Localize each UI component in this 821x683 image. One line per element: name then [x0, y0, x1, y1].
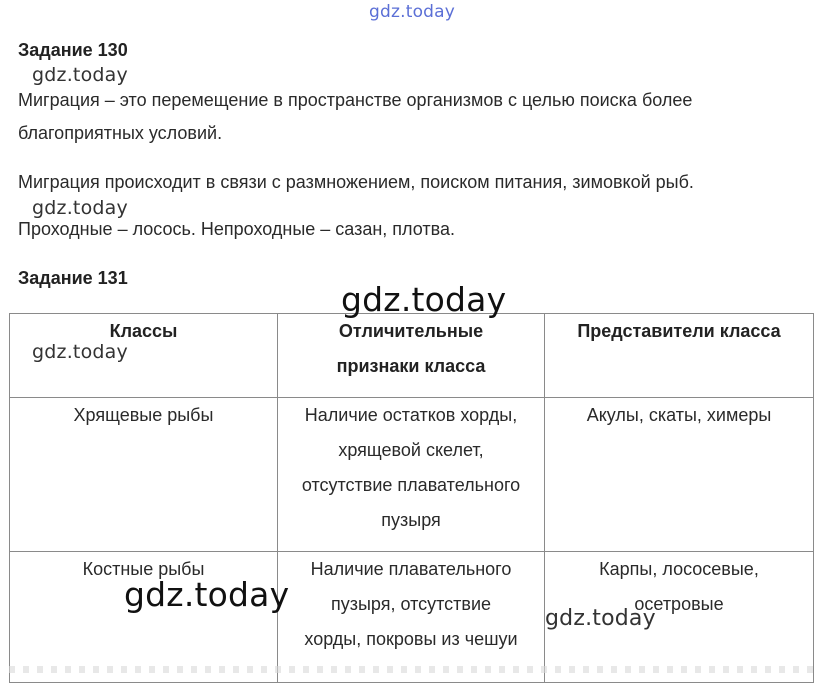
task-130-line-1: Миграция – это перемещение в пространстве организмов с целью поиска более: [18, 90, 693, 110]
cell-members-line: осетровые: [634, 594, 724, 614]
table-row: [10, 552, 814, 683]
header-classes-text: Классы: [109, 321, 178, 341]
cell-features: [278, 552, 545, 683]
table-header-row: [10, 314, 814, 398]
watermark: gdz.today: [341, 280, 507, 319]
watermark: gdz.today: [32, 64, 128, 86]
header-members: [545, 314, 814, 398]
cell-features-line: пузыря: [381, 510, 441, 530]
cell-class: [10, 398, 278, 552]
fish-classes-table: [9, 313, 814, 683]
task-130-heading: Задание 130: [18, 40, 128, 60]
cell-features: [278, 398, 545, 552]
watermark: gdz.today: [545, 606, 656, 631]
cut-off-text-strip: [9, 666, 813, 673]
cell-features-line: отсутствие плавательного: [301, 475, 521, 495]
header-features-line-2: признаки класса: [336, 356, 486, 376]
cell-members: [545, 398, 814, 552]
watermark-top: gdz.today: [369, 2, 456, 22]
watermark: gdz.today: [32, 341, 128, 363]
header-features: [278, 314, 545, 398]
cell-features-line: хорды, покровы из чешуи: [304, 629, 518, 649]
cell-features-line: пузыря, отсутствие: [330, 594, 492, 614]
header-features-line-1: Отличительные: [338, 321, 484, 341]
task-131-heading: Задание 131: [18, 268, 128, 288]
header-members-text: Представители класса: [577, 321, 781, 341]
watermark: gdz.today: [32, 197, 128, 219]
cell-members-line: Карпы, лососевые,: [599, 559, 759, 579]
cell-features-line: Наличие плавательного: [310, 559, 512, 579]
cell-class-text: Костные рыбы: [82, 559, 205, 579]
cell-class: [10, 552, 278, 683]
table-row: [10, 398, 814, 552]
watermark: gdz.today: [124, 575, 290, 614]
task-130-line-4: Проходные – лосось. Непроходные – сазан, плотва.: [18, 219, 455, 239]
cell-features-line: Наличие остатков хорды,: [304, 405, 518, 425]
cell-class-text: Хрящевые рыбы: [73, 405, 214, 425]
task-130-line-2: благоприятных условий.: [18, 123, 223, 143]
task-130-line-3: Миграция происходит в связи с размножением, поиском питания, зимовкой рыб.: [18, 172, 694, 192]
cell-members-line: Акулы, скаты, химеры: [586, 405, 772, 425]
cell-features-line: хрящевой скелет,: [338, 440, 484, 460]
